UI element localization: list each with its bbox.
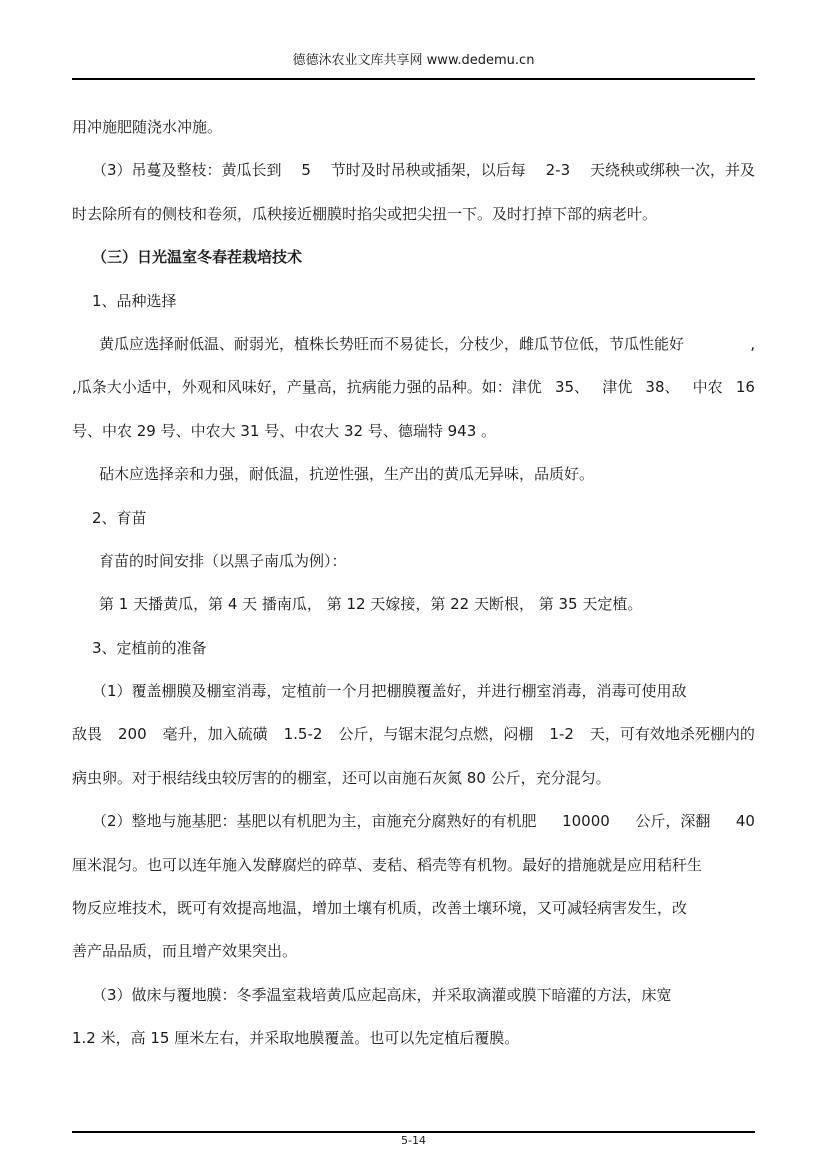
paragraph-line (72, 551, 755, 594)
line-text: 育苗的时间安排（以黑子南瓜为例）： (99, 551, 347, 570)
subsection-heading (72, 508, 755, 551)
paragraph-line (72, 1028, 755, 1071)
line-text: 黄瓜应选择耐低温、耐弱光，植株长势旺而不易徒长，分枝少，雌瓜节位低，节瓜性能好 (99, 334, 685, 353)
line-text: 公斤，与锯末混匀点燃，闷棚 (338, 725, 534, 744)
heading-text: 3、定植前的准备 (92, 638, 207, 657)
line-text: （3）做床与覆地膜：冬季温室栽培黄瓜应起高床，并采取滴灌或膜下暗灌的方法，床宽 (92, 985, 672, 1004)
line-text: 津优 (602, 378, 633, 397)
line-number: 10000 (562, 812, 610, 831)
line-text: 厘米混匀。也可以连年施入发酵腐烂的碎草、麦秸、稻壳等有机物。最好的措施就是应用秸秆生 (72, 855, 703, 874)
line-text: 1.2 米，高 15 厘米左右，并采取地膜覆盖。也可以先定植后覆膜。 (72, 1029, 520, 1048)
line-text: （2）整地与施基肥：基肥以有机肥为主，亩施充分腐熟好的有机肥 (92, 812, 537, 831)
page-number-text: 5-14 (401, 1134, 426, 1147)
paragraph-line (72, 811, 755, 854)
header-text: 德德沐农业文库共享网 www.dedemu.cn (292, 53, 535, 68)
paragraph-line (72, 768, 755, 811)
line-number: 38、 (645, 378, 680, 397)
line-text: 毫升，加入硫磺 (162, 725, 268, 744)
paragraph-line (72, 160, 755, 203)
heading-text: （三）日光温室冬春茬栽培技术 (92, 248, 303, 267)
line-text: 节时及时吊秧或插架，以后每 (330, 161, 526, 180)
line-text: 善产品品质，而且增产效果突出。 (72, 942, 298, 961)
section-heading (72, 247, 755, 290)
paragraph-line (72, 117, 755, 160)
line-text: 号、中农 29 号、中农大 31 号、中农大 32 号、德瑞特 943 。 (72, 421, 497, 440)
line-text: 第 1 天播黄瓜，第 4 天 播南瓜， 第 12 天嫁接，第 22 天断根， 第 35 天定植。 (99, 595, 643, 614)
paragraph-line (72, 421, 755, 464)
line-number: 40 (735, 812, 755, 831)
line-number: 35、 (554, 378, 590, 397)
line-text: （1）覆盖棚膜及棚室消毒，定植前一个月把棚膜覆盖好，并进行棚室消毒，消毒可使用敌 (92, 682, 687, 701)
line-text: 砧木应选择亲和力强，耐低温，抗逆性强，生产出的黄瓜无异味，品质好。 (99, 465, 595, 484)
subsection-heading (72, 291, 755, 334)
line-number: 1.5-2 (283, 725, 323, 744)
footer-rule (72, 1131, 755, 1133)
paragraph-line (72, 724, 755, 767)
paragraph-line (72, 985, 755, 1028)
subsection-heading (72, 638, 755, 681)
document-body (72, 117, 755, 1072)
page-header (72, 52, 755, 80)
line-text: 天，可有效地杀死棚内的 (589, 725, 755, 744)
line-text: 用冲施肥随浇水冲施。 (72, 118, 223, 136)
line-text: 中农 (692, 378, 723, 397)
page-number (72, 1134, 755, 1148)
paragraph-line (72, 377, 755, 420)
line-text: ,瓜条大小适中，外观和风味好，产量高，抗病能力强的品种。如：津优 (72, 378, 542, 397)
line-text: 公斤，深翻 (635, 812, 711, 831)
paragraph-line (72, 941, 755, 984)
line-text: 天绕秧或绑秧一次，并及 (589, 161, 755, 180)
paragraph-line (72, 334, 755, 377)
line-number: 2-3 (545, 161, 571, 180)
paragraph-line (72, 898, 755, 941)
line-text: , (750, 334, 755, 353)
paragraph-line (72, 594, 755, 637)
paragraph-line (72, 464, 755, 507)
line-text: 时去除所有的侧枝和卷须，瓜秧接近棚膜时掐尖或把尖扭一下。及时打掉下部的病老叶。 (72, 204, 658, 223)
line-number: 200 (118, 725, 147, 744)
line-text: 物反应堆技术，既可有效提高地温，增加土壤有机质，改善土壤环境，又可减轻病害发生，改 (72, 899, 688, 918)
paragraph-line (72, 204, 755, 247)
heading-text: 2、育苗 (92, 508, 147, 527)
paragraph-line (72, 855, 755, 898)
heading-text: 1、品种选择 (92, 291, 177, 310)
line-text: 敌畏 (72, 725, 103, 744)
line-number: 16 (735, 378, 755, 397)
line-number: 1-2 (549, 725, 574, 744)
line-text: （3）吊蔓及整枝：黄瓜长到 (92, 161, 282, 180)
line-text: 病虫卵。对于根结线虫较厉害的的棚室，还可以亩施石灰氮 80 公斤，充分混匀。 (72, 768, 611, 787)
paragraph-line (72, 681, 755, 724)
line-number: 5 (301, 161, 311, 180)
